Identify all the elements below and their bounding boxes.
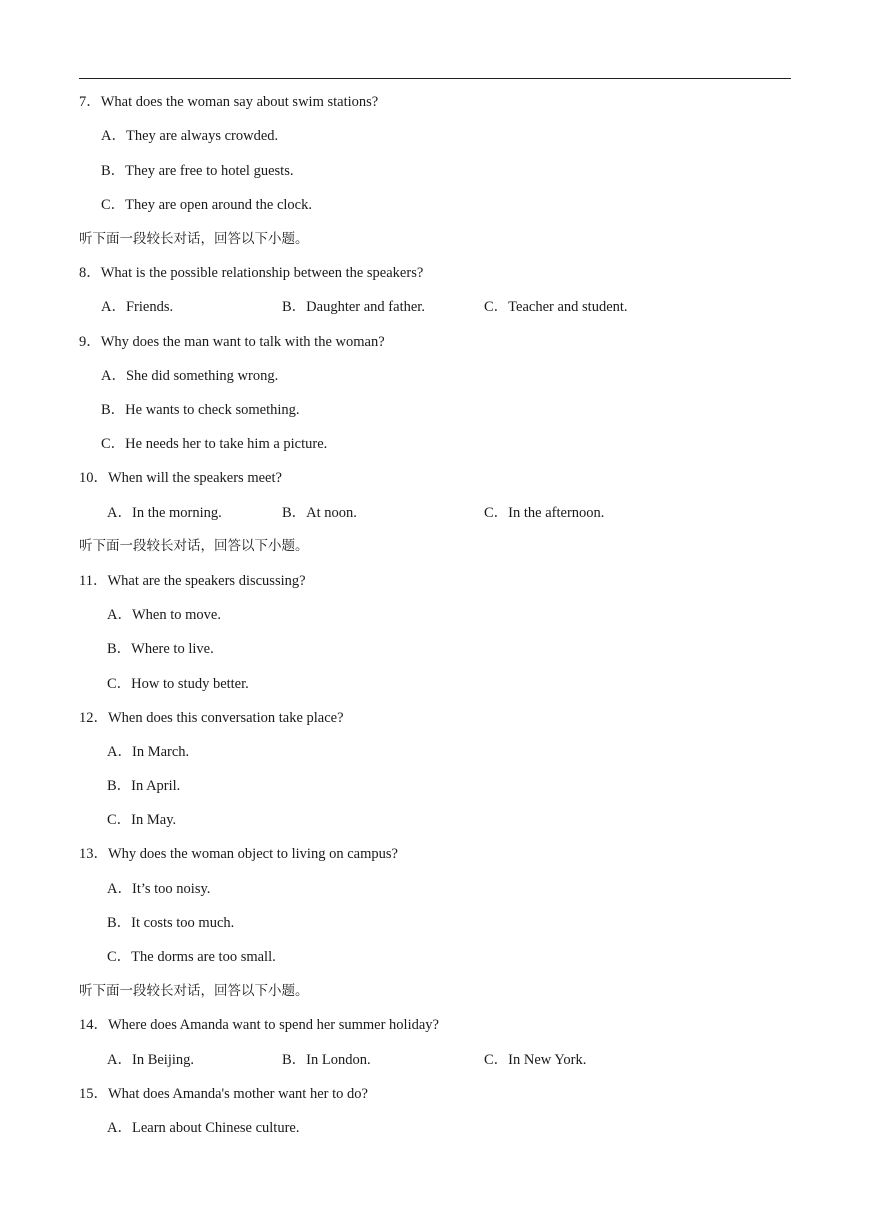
q8-option-a[interactable]: A．Friends. <box>101 299 174 315</box>
q11-option-a[interactable]: A．When to move. <box>107 607 221 623</box>
q12-option-c[interactable]: C．In May. <box>107 812 177 828</box>
section-instruction: 听下面一段较长对话，回答以下小题。 <box>79 983 309 999</box>
question-9: 9．Why does the man want to talk with the woman? <box>79 334 385 350</box>
q9-option-b[interactable]: B．He wants to check something. <box>101 402 300 418</box>
question-15: 15．What does Amanda's mother want her to do? <box>79 1086 368 1102</box>
q8-option-b[interactable]: B．Daughter and father. <box>282 299 425 315</box>
q10-option-a[interactable]: A．In the morning. <box>107 505 222 521</box>
q11-option-b[interactable]: B．Where to live. <box>107 641 214 657</box>
question-11: 11．What are the speakers discussing? <box>79 573 306 589</box>
q13-option-c[interactable]: C．The dorms are too small. <box>107 949 276 965</box>
q8-option-c[interactable]: C．Teacher and student. <box>484 299 628 315</box>
q11-option-c[interactable]: C．How to study better. <box>107 676 249 692</box>
q12-option-b[interactable]: B．In April. <box>107 778 181 794</box>
question-13: 13．Why does the woman object to living on campus? <box>79 846 398 862</box>
question-10: 10．When will the speakers meet? <box>79 470 282 486</box>
question-8: 8．What is the possible relationship between the speakers? <box>79 265 424 281</box>
question-12: 12．When does this conversation take place? <box>79 710 344 726</box>
q7-option-c[interactable]: C．They are open around the clock. <box>101 197 312 213</box>
q10-option-c[interactable]: C．In the afternoon. <box>484 505 605 521</box>
q14-option-a[interactable]: A．In Beijing. <box>107 1052 195 1068</box>
q7-option-b[interactable]: B．They are free to hotel guests. <box>101 163 294 179</box>
q12-option-a[interactable]: A．In March. <box>107 744 190 760</box>
question-14: 14．Where does Amanda want to spend her summer holiday? <box>79 1017 439 1033</box>
q14-option-c[interactable]: C．In New York. <box>484 1052 587 1068</box>
header-rule <box>79 78 791 79</box>
q9-option-a[interactable]: A．She did something wrong. <box>101 368 279 384</box>
q7-option-a[interactable]: A．They are always crowded. <box>101 128 279 144</box>
q13-option-a[interactable]: A．It’s too noisy. <box>107 881 211 897</box>
q15-option-a[interactable]: A．Learn about Chinese culture. <box>107 1120 300 1136</box>
q14-option-b[interactable]: B．In London. <box>282 1052 371 1068</box>
q13-option-b[interactable]: B．It costs too much. <box>107 915 235 931</box>
section-instruction: 听下面一段较长对话，回答以下小题。 <box>79 538 309 554</box>
q10-option-b[interactable]: B．At noon. <box>282 505 357 521</box>
section-instruction: 听下面一段较长对话，回答以下小题。 <box>79 231 309 247</box>
q9-option-c[interactable]: C．He needs her to take him a picture. <box>101 436 328 452</box>
question-7: 7．What does the woman say about swim stations? <box>79 94 379 110</box>
